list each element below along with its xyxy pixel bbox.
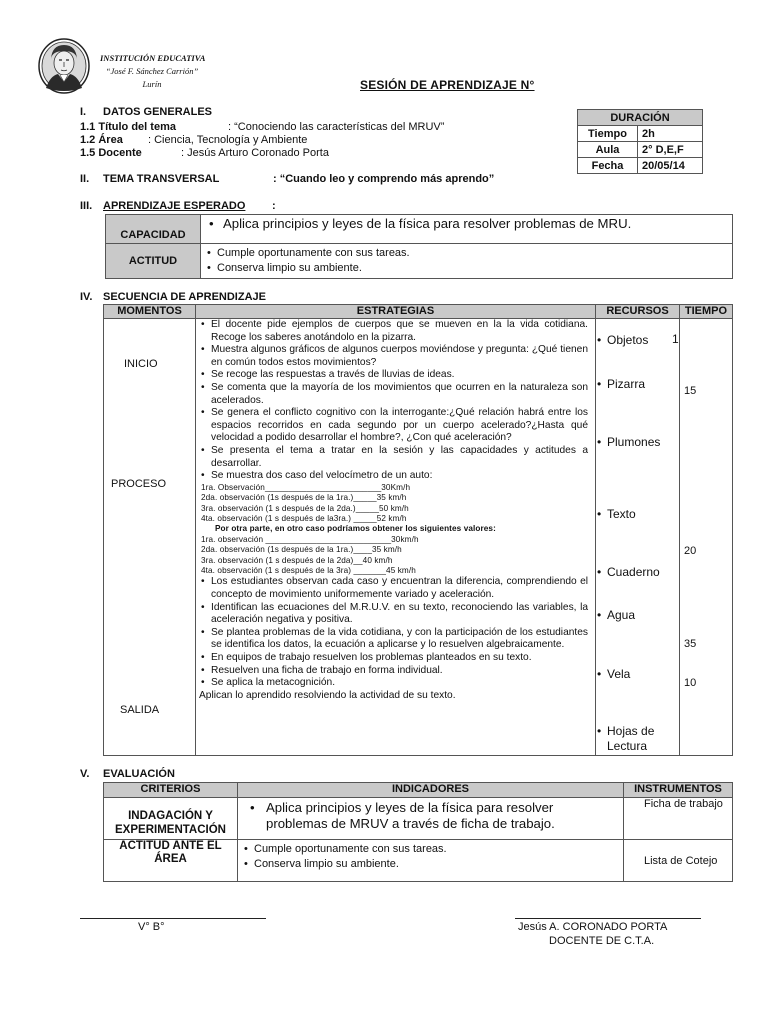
- duration-value: 20/05/14: [638, 158, 703, 174]
- instrument-cell: Ficha de trabajo: [624, 798, 733, 840]
- duration-value: 2° D,E,F: [638, 142, 703, 158]
- attitude-cell: [201, 244, 733, 279]
- duration-row: [578, 142, 703, 158]
- strategy-item: • Muestra algunos gráficos de algunos cuerpos moviéndose y pregunta: ¿Qué tienen en común todos estos movimientos?: [199, 344, 588, 369]
- strategy-item: • Se recoge las respuestas a través de lluvias de ideas.: [199, 369, 588, 382]
- resource-item: • Hojas de Lectura: [595, 724, 671, 754]
- bullet-icon: •: [209, 216, 214, 231]
- moment-salida: SALIDA: [120, 704, 160, 716]
- title-value: : “Conociendo las características del MRUV”: [228, 121, 445, 133]
- strategy-item: • Se comenta que la mayoría de los movimientos que ocurren en la naturaleza son acelerados.: [199, 382, 588, 407]
- col-criterios: CRITERIOS: [104, 783, 238, 798]
- school-name: INSTITUCIÓN EDUCATIVA: [100, 53, 206, 63]
- resource-item: • Objetos: [595, 333, 768, 347]
- observation-line: 3ra. observación (1 s después de la 2da)__40 km/h: [201, 555, 393, 565]
- section-3-heading: APRENDIZAJE ESPERADO: [103, 200, 246, 212]
- indicator-text: Aplica principios y leyes de la física para resolver problemas de MRUV a través de ficha de trabajo.: [266, 800, 555, 831]
- capacity-cell: [201, 215, 733, 244]
- duration-key: Fecha: [578, 158, 638, 174]
- time-value: 35: [684, 638, 697, 650]
- observation-list: [199, 483, 588, 577]
- duration-row: [578, 158, 703, 174]
- strategy-item: • El docente pide ejemplos de cuerpos que se mueven en la la vida cotidiana. Recoge los saberes anotándolo en la pizarra.: [199, 319, 588, 344]
- moment-inicio: INICIO: [124, 358, 158, 370]
- bullet-icon: •: [250, 800, 255, 815]
- indicator-cell: [238, 798, 624, 840]
- section-2-heading: TEMA TRANSVERSAL: [103, 173, 220, 185]
- strategy-item: • Resuelven una ficha de trabajo en forma individual.: [199, 665, 588, 678]
- moment-proceso: PROCESO: [111, 478, 167, 490]
- duration-table: [577, 109, 703, 174]
- observation-line: 1ra. observación ___________________________30km/h: [201, 534, 419, 544]
- col-instrumentos: INSTRUMENTOS: [624, 783, 733, 798]
- col-momentos: MOMENTOS: [104, 305, 196, 319]
- col-indicadores: INDICADORES: [238, 783, 624, 798]
- indicator-cell: [238, 840, 624, 882]
- section-4-number: IV.: [80, 291, 93, 303]
- capacity-text: Aplica principios y leyes de la física para resolver problemas de MRU.: [223, 216, 632, 231]
- resource-item: • Agua: [595, 608, 768, 622]
- strategy-item: • Se presenta el tema a tratar en la sesión y las capacidades y actitudes a desarrollar.: [199, 445, 588, 470]
- attitude-item: • Conserva limpio su ambiente.: [205, 261, 728, 276]
- title-label: 1.1 Título del tema: [80, 121, 176, 133]
- school-city: Lurín: [142, 79, 162, 89]
- session-title: SESIÓN DE APRENDIZAJE N°: [360, 78, 535, 92]
- attitude-item: • Cumple oportunamente con sus tareas.: [205, 246, 728, 261]
- section-4-heading: SECUENCIA DE APRENDIZAJE: [103, 291, 266, 303]
- indicator-item: • Conserva limpio su ambiente.: [242, 857, 619, 872]
- time-value: 20: [684, 545, 697, 557]
- duration-row: [578, 126, 703, 142]
- strategy-item: • Se aplica la metacognición.: [199, 677, 588, 690]
- transversal-value: : “Cuando leo y comprendo más aprendo”: [273, 173, 495, 185]
- duration-value: 2h: [638, 126, 703, 142]
- section-5-number: V.: [80, 768, 90, 780]
- observation-line: 2da. observación (1s después de la 1ra.)_____35 km/h: [201, 493, 407, 503]
- indicator-item: • Cumple oportunamente con sus tareas.: [242, 842, 619, 857]
- section-5-heading: EVALUACIÓN: [103, 768, 175, 780]
- area-value: : Ciencia, Tecnología y Ambiente: [148, 134, 308, 146]
- capacity-label: CAPACIDAD: [106, 215, 201, 244]
- strategy-item: • Los estudiantes observan cada caso y encuentran la diferencia, comprendiendo el concepto de movimiento uniformemente variado y aceleración.: [199, 576, 588, 601]
- evaluation-table: [103, 782, 733, 882]
- duration-title: DURACIÓN: [578, 110, 703, 126]
- duration-key: Aula: [578, 142, 638, 158]
- other-case-line: Por otra parte, en otro caso podríamos obtener los siguientes valores:: [215, 524, 496, 534]
- strategy-item: • Se muestra dos caso del velocímetro de un auto:: [199, 470, 588, 483]
- section-1-number: I.: [80, 106, 87, 118]
- col-recursos: RECURSOS: [596, 305, 680, 319]
- resource-item: • Texto: [595, 507, 768, 521]
- col-estrategias: ESTRATEGIAS: [196, 305, 596, 319]
- strategy-item: • Se genera el conflicto cognitivo con la interrogante:¿Qué relación habrá entre los espacios recorridos en cada segundo por un cuerpo acelerado?¿Hasta qué velocidad a podido desarrollar el hombre?, ¿Con qué aceleración?: [199, 407, 588, 445]
- resource-item: • Plumones: [595, 435, 768, 449]
- strategy-item: • Identifican las ecuaciones del M.R.U.V. en su texto, reconociendo las variables, la aceleración negativa y positiva.: [199, 602, 588, 627]
- duration-key: Tiempo: [578, 126, 638, 142]
- left-signature-line: [80, 918, 266, 919]
- stray-mark: 1: [672, 332, 679, 346]
- observation-line: 2da. observación (1s después de la 1ra.)____35 km/h: [201, 545, 402, 555]
- approval-label: V° B°: [138, 921, 165, 933]
- section-3-number: III.: [80, 200, 93, 212]
- strategy-item: • Se plantea problemas de la vida cotidiana, y con la participación de los estudiantes se identifica los datos, la ecuación a aplicarse y lo resuelven algebraicamente.: [199, 627, 588, 652]
- closing-line: Aplican lo aprendido resolviendo la actividad de su texto.: [199, 689, 456, 701]
- attitude-label: ACTITUD: [106, 244, 201, 279]
- teacher-signature-name: Jesús A. CORONADO PORTA: [518, 921, 668, 933]
- area-label: 1.2 Área: [80, 134, 123, 146]
- strategies-block: [199, 319, 588, 702]
- expected-table: [105, 214, 733, 279]
- strategy-item: • En equipos de trabajo resuelven los problemas planteados en su texto.: [199, 652, 588, 665]
- observation-line: 3ra. observación (1 s después de la 2da.)_____50 km/h: [201, 503, 409, 513]
- resource-item: • Vela: [595, 667, 768, 681]
- observation-line: 4ta. observación (1 s después de la 3ra) _______45 km/h: [201, 565, 416, 575]
- teacher-value: : Jesús Arturo Coronado Porta: [181, 147, 329, 159]
- teacher-signature-role: DOCENTE DE C.T.A.: [549, 935, 655, 947]
- criterion-cell: INDAGACIÓN Y EXPERIMENTACIÓN: [104, 798, 238, 840]
- section-1-heading: DATOS GENERALES: [103, 106, 212, 118]
- school-logo: [38, 38, 90, 94]
- teacher-label: 1.5 Docente: [80, 147, 142, 159]
- criterion-cell: ACTITUD ANTE EL ÁREA: [104, 840, 238, 882]
- right-signature-line: [515, 918, 701, 919]
- moments-cell: [104, 319, 196, 756]
- instrument-cell: Lista de Cotejo: [624, 840, 733, 882]
- school-patron: “José F. Sánchez Carrión”: [105, 66, 199, 76]
- observation-line: 1ra. Observación_________________________30Km/h: [201, 482, 411, 492]
- time-value: 15: [684, 385, 697, 397]
- section-2-number: II.: [80, 173, 90, 185]
- section-3-colon: :: [272, 200, 276, 212]
- resource-item: • Pizarra: [595, 377, 768, 391]
- resource-item: • Cuaderno: [595, 565, 768, 579]
- time-value: 10: [684, 677, 697, 689]
- col-tiempo: TIEMPO: [680, 305, 733, 319]
- observation-line: 4ta. observación (1 s después de la3ra.) _____52 km/h: [201, 513, 407, 523]
